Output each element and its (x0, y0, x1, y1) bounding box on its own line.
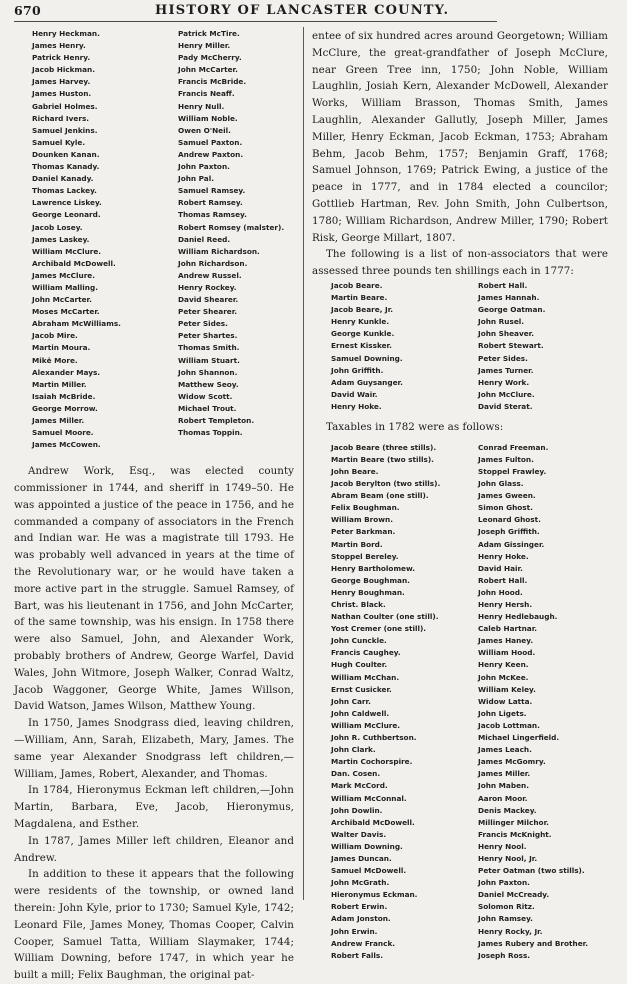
list-item: John Hood. (478, 587, 523, 597)
header-rule (14, 21, 497, 22)
list-item: James Leach. (478, 745, 532, 755)
list-item: John R. Cuthbertson. (331, 733, 417, 743)
paragraph-continued: entee of six hundred acres around Georgetown; William McClure, the great-grandfather of Joseph McClure, near Green Tree inn, 1750; John Noble, William Laughlin, Josiah Kern, Alexander McDowell, Alexander Works, William Brasson, Thomas Smith, James Laughlin, Alexander Gallutly, Joseph Miller, James Miller, Henry Eckman, Jacob Eckman, 1753; Abraham Behm, Jacob Behm, 1757; Benjamin Graff, 1768; Samuel Johnson, 1769; Patrick Ewing, a justice of the peace in 1777, and in 1784 elected a councilor; Gottlieb Hartman, Rev. John Smith, John Culbertson, 1780; William Richardson, Andrew Miller, 1790; Robert Risk, George Millart, 1807. (312, 30, 608, 244)
list-item: John Carr. (331, 696, 371, 706)
list-item: Henry Boughman. (331, 587, 405, 597)
list-item: Martin Miller. (32, 379, 87, 389)
list-item: Henry Heckman. (32, 29, 100, 38)
list-item: David Shearer. (178, 295, 239, 305)
paragraph-residents: In addition to these it appears that the following were residents of the township, or owned land therein: John Kyle, prior to 1730; Samuel Kyle, 1742; Leonard File, James Money, Thomas Cooper, Calvin Cooper, Samuel Tatta, William Slaymaker, 1744; William Downing, before 1747, in which year he built a mill; Felix Baughman, the original pat- (14, 868, 294, 982)
list-item: Henry Hoke. (331, 401, 382, 411)
list-item: Solomon Ritz. (478, 902, 535, 912)
list-item: William McClure. (331, 720, 401, 730)
list-item: William McConnal. (331, 793, 407, 803)
paragraph-eckman: In 1784, Hieronymus Eckman left children,—John Martin, Barbara, Eve, Jacob, Hieronymus, Magdalena, and Esther. (14, 784, 294, 831)
list-item: Martin Cochorspire. (331, 757, 413, 767)
list-item: Adam Guysanger. (331, 377, 403, 387)
list-item: John Shannon. (178, 367, 238, 377)
list-item: Ernst Cusicker. (331, 684, 392, 694)
list-item: John McKee. (478, 672, 529, 682)
list-item: Francis Caughey. (331, 648, 401, 658)
list-item: Daniel McCready. (478, 890, 550, 900)
list-item: Henry Work. (478, 377, 530, 387)
list-item: Adam Gissinger. (478, 539, 545, 549)
list-item: John Caldwell. (331, 708, 390, 718)
list-item: Simon Ghost. (478, 503, 533, 513)
list-item: Widow Scott. (178, 391, 233, 401)
list-item: Archibald McDowell. (331, 817, 415, 827)
list-item: Gabriel Holmes. (32, 101, 98, 111)
list-item: Samuel Moore. (32, 428, 94, 438)
list-item: Patrick McTire. (178, 29, 240, 38)
list-item: William Keley. (478, 684, 536, 694)
list-item: Henry Hedlebaugh. (478, 612, 558, 622)
paragraph-andrew-work: Andrew Work, Esq., was elected county commissioner in 1744, and sheriff in 1749–50. He was appointed a justice of the peace in 1756, and he commanded a company of associators in the French and Indian war. He was a magistrate till 1793. He was probably well advanced in years at the time of the Revolutionary war, or he would have taken a more active part in the struggle. Samuel Ramsey, of Bart, was his lieutenant in 1756, and John McCarter, of the same township, was his ensign. In 1758 there were also Samuel, John, and Alexander Work, probably brothers of Andrew, George Warfel, David Wales, John Witmore, Joseph Walker, Conrad Waltz, Jacob Waggoner, George White, James Willson, David Watson, James Wilson, Matthew Young. (14, 465, 294, 713)
list-item: Moses McCarter. (32, 307, 100, 317)
list-item: John Dowlin. (331, 805, 383, 815)
list-item: Abraham McWilliams. (32, 319, 121, 329)
list-item: Jacob Hickman. (32, 65, 96, 75)
list-item: Robert Falls. (331, 950, 384, 960)
list-item: Owen O'Neil. (178, 125, 231, 135)
non-associators-intro: The following is a list of non-associators that were assessed three pounds ten shillings each in 1777: (312, 248, 608, 278)
list-item: Henry Keen. (478, 660, 529, 670)
list-item: John Sheaver. (478, 329, 535, 339)
list-item: Andrew Franck. (331, 938, 396, 948)
list-item: John Beare. (331, 466, 379, 476)
list-item: James Hannah. (478, 293, 540, 303)
list-item: Widow Latta. (478, 696, 533, 706)
list-item: Hieronymus Eckman. (331, 890, 418, 900)
list-item: John Glass. (478, 479, 524, 489)
list-item: Jacob Losey. (32, 222, 83, 232)
list-item: William McClure. (32, 246, 102, 256)
name-list-col2 (178, 28, 294, 451)
list-item: William McChan. (331, 672, 400, 682)
list-item: James Harvey. (32, 77, 91, 87)
list-item: Stoppel Bereley. (331, 551, 399, 561)
list-item: Caleb Hartnar. (478, 624, 538, 634)
list-item: Robert Romsey (malster). (178, 222, 285, 232)
list-item: James Turner. (478, 365, 534, 375)
list-item: Peter Shearer. (178, 307, 238, 317)
list-item: George Morrow. (32, 403, 98, 413)
list-item: Richard Ivers. (32, 113, 90, 123)
name-list-col1 (32, 28, 178, 451)
list-item: Michael Trout. (178, 403, 237, 413)
list-item: Samuel Ramsey. (178, 186, 246, 196)
list-item: Thomas Smith. (178, 343, 240, 353)
list-item: Pady McCherry. (178, 53, 242, 63)
list-item: Daniel Reed. (178, 234, 231, 244)
list-item: Daniel Kanady. (32, 174, 94, 184)
list-item: James Henry. (32, 41, 86, 51)
list-item: Henry Kunkle. (331, 317, 390, 327)
list-item: Robert Erwin. (331, 902, 388, 912)
list-item: Henry Bartholomew. (331, 563, 416, 573)
list-item: Francis McKnight. (478, 829, 552, 839)
non-associators-col1 (331, 280, 478, 413)
list-item: James Huston. (32, 89, 92, 99)
list-item: Samuel Jenkins. (32, 125, 98, 135)
list-item: Archibald McDowell. (32, 258, 116, 268)
list-item: John Rusel. (478, 317, 525, 327)
list-item: Henry Null. (178, 101, 225, 111)
page-number: 670 (14, 3, 41, 18)
list-item: Peter Sides. (478, 353, 528, 363)
list-item: William Brown. (331, 515, 394, 525)
list-item: Henry Hoke. (478, 551, 529, 561)
list-item: James Gween. (478, 491, 536, 501)
list-item: John McGrath. (331, 878, 390, 888)
list-item: Patrick Henry. (32, 53, 91, 63)
list-item: James Fulton. (478, 454, 534, 464)
list-item: Thomas Lackey. (32, 186, 97, 196)
list-item: Martin Moura. (32, 343, 91, 353)
list-item: John Paxton. (478, 878, 530, 888)
list-item: William Stuart. (178, 355, 240, 365)
list-item: Henry Rockey. (178, 282, 237, 292)
list-item: George Kunkle. (331, 329, 395, 339)
list-item: Walter Davis. (331, 829, 387, 839)
list-item: Francis Neaff. (178, 89, 235, 99)
paragraph-miller: In 1787, James Miller left children, Eleanor and Andrew. (14, 834, 294, 864)
list-item: Jacob Berylton (two stills). (331, 479, 441, 489)
list-item: James McGomry. (478, 757, 546, 767)
list-item: Jacob Mire. (32, 331, 78, 341)
list-item: Lawrence Liskey. (32, 198, 102, 208)
list-item: Peter Sides. (178, 319, 228, 329)
list-item: Yost Cremer (one still). (331, 624, 427, 634)
list-item: James McClure. (32, 270, 96, 280)
list-item: Matthew Seoy. (178, 379, 239, 389)
list-item: Robert Hall. (478, 575, 528, 585)
column-divider (303, 27, 304, 900)
list-item: Robert Templeton. (178, 416, 255, 425)
list-item: David Hair. (478, 563, 523, 573)
list-item: Martin Beare. (331, 293, 388, 303)
list-item: James Miller. (32, 416, 85, 425)
list-item: James McCowen. (32, 440, 101, 450)
list-item: Thomas Toppin. (178, 428, 243, 438)
running-head: HISTORY OF LANCASTER COUNTY. (155, 3, 450, 18)
non-associators-table (312, 280, 608, 413)
list-item: Joseph Ross. (478, 950, 531, 960)
left-column (14, 28, 294, 984)
list-item: Denis Mackey. (478, 805, 537, 815)
list-item: Dounken Kanan. (32, 149, 100, 159)
list-item: Christ. Black. (331, 600, 386, 609)
list-item: Mark McCord. (331, 781, 388, 791)
list-item: Aaron Moor. (478, 793, 528, 803)
right-column (312, 28, 608, 962)
taxables-col2 (478, 442, 608, 962)
list-item: Peter Barkman. (331, 527, 396, 537)
list-item: John Erwin. (331, 926, 378, 936)
list-item: Henry Nool, Jr. (478, 853, 538, 863)
list-item: Robert Stewart. (478, 341, 544, 351)
list-item: George Oatman. (478, 305, 546, 315)
list-item: Isaiah McBride. (32, 391, 96, 401)
list-item: Peter Oatman (two stills). (478, 866, 585, 876)
list-item: Martin Beare (two stills). (331, 454, 434, 464)
list-item: James Miller. (478, 769, 531, 779)
list-item: Stoppel Frawley. (478, 466, 547, 476)
list-item: Francis McBride. (178, 77, 247, 87)
paragraph-snodgrass: In 1750, James Snodgrass died, leaving children,—William, Ann, Sarah, Elizabeth, Mary, James. The same year Alexander Snodgrass left children,—William, James, Robert, Alexander, and Thomas. (14, 717, 294, 780)
list-item: David Wair. (331, 389, 378, 399)
list-item: Felix Boughman. (331, 503, 400, 513)
list-item: John Paxton. (178, 162, 230, 172)
list-item: George Boughman. (331, 575, 410, 585)
list-item: Robert Ramsey. (178, 198, 243, 208)
list-item: John McClure. (478, 389, 535, 399)
list-item: James Laskey. (32, 234, 90, 244)
list-item: John McCarter. (178, 65, 238, 75)
list-item: John McCarter. (32, 295, 92, 305)
list-item: James Duncan. (331, 853, 392, 863)
list-item: Conrad Freeman. (478, 442, 549, 452)
list-item: Nathan Coulter (one still). (331, 612, 439, 622)
list-item: Samuel Kyle. (32, 137, 86, 147)
list-item: William Malling. (32, 282, 98, 292)
list-item: William Downing. (331, 841, 403, 851)
list-item: Martin Bord. (331, 539, 383, 549)
list-item: Jacob Lottman. (478, 720, 540, 730)
list-item: Michael Lingerfield. (478, 733, 560, 743)
list-item: Samuel Downing. (331, 353, 403, 363)
list-item: Robert Hall. (478, 280, 528, 290)
taxables-intro: Taxables in 1782 were as follows: (326, 420, 504, 433)
list-item: Henry Hersh. (478, 600, 533, 609)
list-item: Henry Miller. (178, 41, 231, 51)
page-header (0, 0, 627, 21)
list-item: Joseph Griffith. (478, 527, 540, 537)
list-item: Samuel McDowell. (331, 866, 407, 876)
list-item: Millinger Milchor. (478, 817, 549, 827)
list-item: John Ligets. (478, 708, 527, 718)
list-item: Henry Nool. (478, 841, 527, 851)
list-item: Jacob Beare, Jr. (331, 305, 394, 315)
list-item: Dan. Cosen. (331, 769, 381, 779)
list-item: John Ramsey. (478, 914, 533, 924)
list-item: James Haney. (478, 636, 534, 646)
list-item: John Clark. (331, 745, 376, 755)
list-item: Henry Rocky, Jr. (478, 926, 543, 936)
non-associators-col2 (478, 280, 608, 413)
list-item: Samuel Paxton. (178, 137, 243, 147)
list-item: John Richardson. (178, 258, 248, 268)
list-item: George Leonard. (32, 210, 101, 220)
list-item: John Pal. (178, 174, 215, 184)
taxables-col1 (331, 442, 478, 962)
list-item: Jacob Beare (three stills). (331, 442, 437, 452)
list-item: Mikė More. (32, 355, 78, 365)
list-item: Adam Jonston. (331, 914, 391, 924)
list-item: Hugh Coulter. (331, 660, 388, 670)
list-item: John Griffith. (331, 365, 384, 375)
list-item: Alexander Mays. (32, 367, 101, 377)
list-item: Abram Beam (one still). (331, 491, 429, 501)
list-item: William Hood. (478, 648, 536, 658)
list-item: Andrew Paxton. (178, 149, 244, 159)
list-item: Ernest Kissker. (331, 341, 392, 351)
list-item: John Maben. (478, 781, 529, 791)
list-item: Leonard Ghost. (478, 515, 541, 525)
list-item: William Richardson. (178, 246, 260, 256)
list-item: Peter Shartes. (178, 331, 238, 341)
list-item: Jacob Beare. (331, 280, 383, 290)
list-item: Thomas Kanady. (32, 162, 100, 172)
name-list-table (14, 28, 294, 451)
list-item: David Sterat. (478, 401, 533, 411)
taxables-table (312, 442, 608, 962)
list-item: Andrew Russel. (178, 270, 242, 280)
list-item: William Noble. (178, 113, 238, 123)
list-item: John Cunckle. (331, 636, 387, 646)
list-item: Thomas Ramsey. (178, 210, 247, 220)
list-item: James Rubery and Brother. (478, 938, 588, 948)
